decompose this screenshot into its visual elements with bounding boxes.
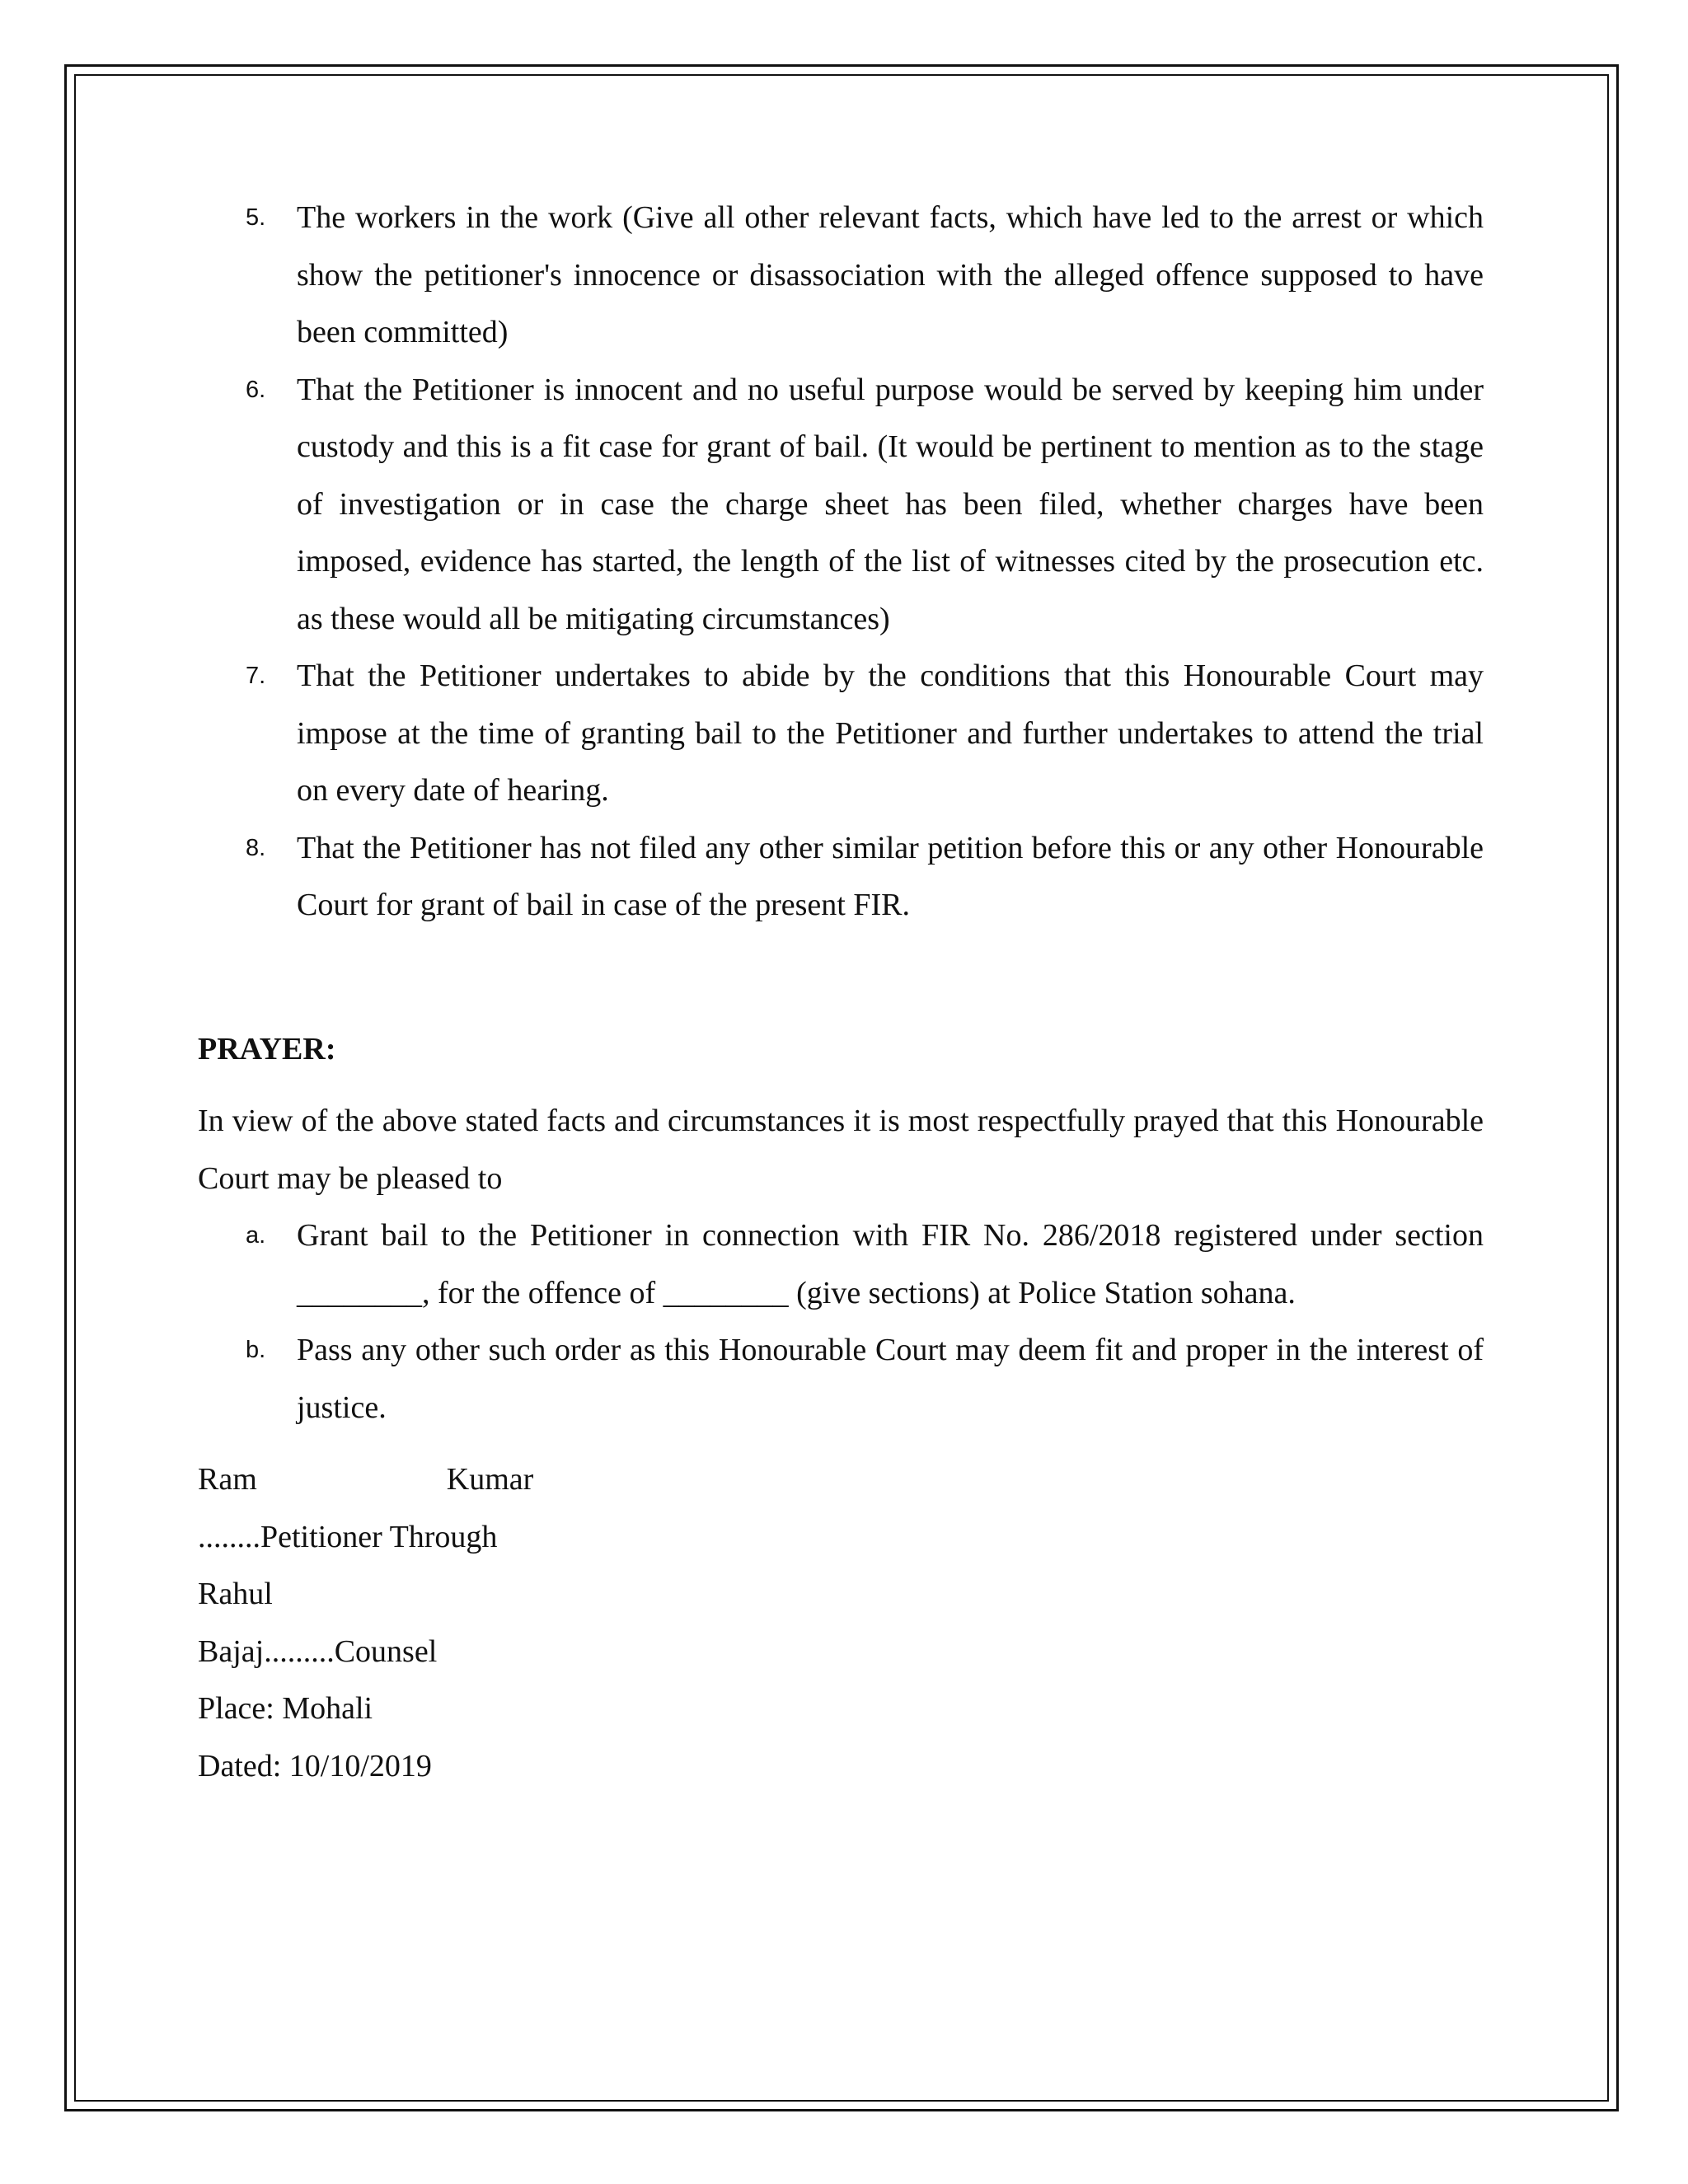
prayer-item-b [198, 1322, 1484, 1436]
fact-item-8 [198, 820, 1484, 935]
fact-number: 7. [246, 663, 266, 689]
petitioner-last-name: Kumar [446, 1462, 534, 1497]
fact-text: That the Petitioner undertakes to abide by the conditions that this Honourable Court may impose at the time of granting bail to the Petitioner and further undertakes to attend the trial on every date of hearing. [297, 658, 1484, 808]
prayer-heading: PRAYER: [198, 1031, 336, 1066]
fact-item-7 [198, 648, 1484, 820]
petitioner-through-line: ........Petitioner Through [198, 1519, 498, 1554]
fact-number: 8. [246, 834, 266, 861]
fact-text: The workers in the work (Give all other relevant facts, which have led to the arrest or which show the petitioner's innocence or disassociation with the alleged offence supposed to have been committed) [297, 200, 1484, 349]
prayer-item-text: Grant bail to the Petitioner in connection with FIR No. 286/2018 registered under section ________, for the offence of ________ (give sections) at Police Station sohana. [297, 1218, 1484, 1310]
fact-text: That the Petitioner has not filed any other similar petition before this or any other Honourable Court for grant of bail in case of the present FIR. [297, 830, 1484, 922]
counsel-line: Bajaj.........Counsel [198, 1633, 438, 1669]
petitioner-first-name: Ram [198, 1462, 257, 1497]
prayer-item-letter: b. [246, 1337, 266, 1363]
prayer-item-text: Pass any other such order as this Honourable Court may deem fit and proper in the interest of justice. [297, 1333, 1484, 1425]
prayer-intro: In view of the above stated facts and circumstances it is most respectfully prayed that this Honourable Court may be pleased to [198, 1104, 1484, 1196]
signature-block [198, 1451, 1484, 1795]
fact-text: That the Petitioner is innocent and no useful purpose would be served by keeping him under custody and this is a fit case for grant of bail. (It would be pertinent to mention as to the stage of investigation or in case the charge sheet has been filed, whether charges have been imposed, evidence has started, the length of the list of witnesses cited by the prosecution etc. as these would all be mitigating circumstances) [297, 372, 1484, 636]
prayer-item-a [198, 1207, 1484, 1322]
place-line: Place: Mohali [198, 1691, 373, 1726]
fact-number: 6. [246, 376, 266, 403]
date-line: Dated: 10/10/2019 [198, 1748, 432, 1783]
fact-number: 5. [246, 204, 266, 231]
fact-item-5 [198, 190, 1484, 362]
document-body [198, 190, 1484, 1795]
fact-item-6 [198, 362, 1484, 649]
petitioner-name [198, 1451, 1484, 1509]
counsel-first-name: Rahul [198, 1577, 273, 1611]
prayer-item-letter: a. [246, 1222, 266, 1249]
